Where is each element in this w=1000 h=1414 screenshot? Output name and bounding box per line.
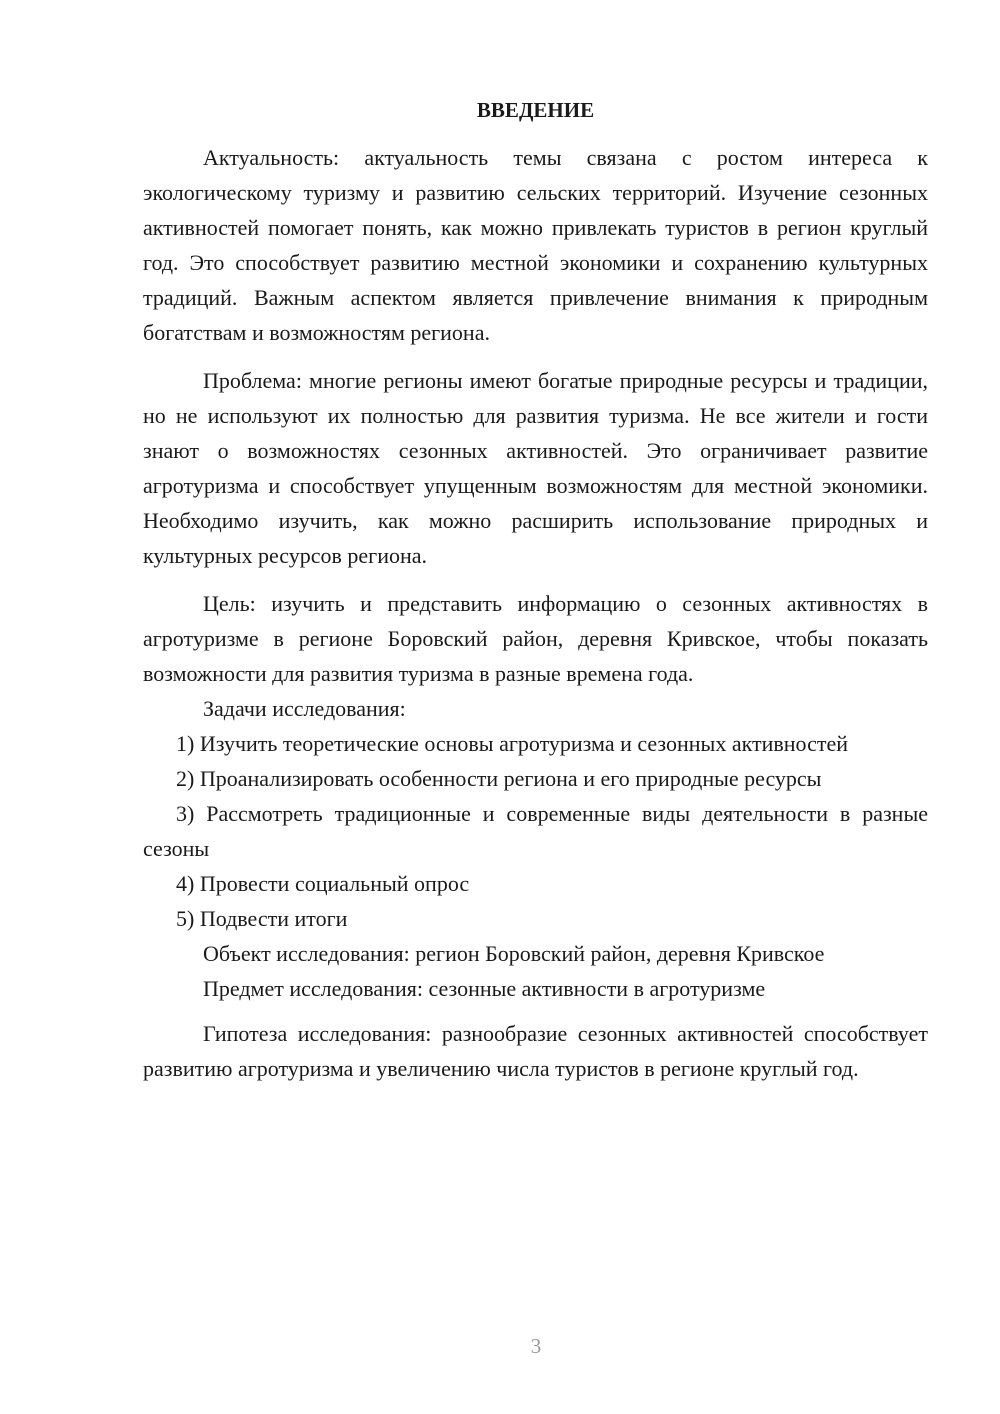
document-body	[143, 95, 928, 1086]
subject-paragraph: Предмет исследования: сезонные активности в агротуризме	[203, 976, 766, 1001]
task-item: 1) Изучить теоретические основы агротуризма и сезонных активностей	[176, 731, 848, 756]
goal-paragraph: Цель: изучить и представить информацию о сезонных активностях в агротуризме в регионе Боровский район, деревня Кривское, чтобы показать возможности для развития туризма в разные времена года.	[143, 591, 928, 686]
problem-paragraph: Проблема: многие регионы имеют богатые природные ресурсы и традиции, но не используют их полностью для развития туризма. Не все жители и гости знают о возможностях сезонных активностей. Это ограничивает развитие агротуризма и способствует упущенным возможностям для местной экономики. Необходимо изучить, как можно расширить использование природных и культурных ресурсов региона.	[143, 368, 928, 568]
task-item: 3) Рассмотреть традиционные и современные виды деятельности в разные сезоны	[143, 801, 928, 861]
page-title: ВВЕДЕНИЕ	[476, 98, 595, 122]
task-item: 4) Провести социальный опрос	[176, 871, 470, 896]
object-paragraph: Объект исследования: регион Боровский район, деревня Кривское	[203, 941, 825, 966]
relevance-paragraph: Актуальность: актуальность темы связана с ростом интереса к экологическому туризму и развитию сельских территорий. Изучение сезонных активностей помогает понять, как можно привлекать туристов в регион круглый год. Это способствует развитию местной экономики и сохранению культурных традиций. Важным аспектом является привлечение внимания к природным богатствам и возможностям региона.	[143, 145, 928, 345]
task-item: 5) Подвести итоги	[176, 906, 348, 931]
page-number: 3	[530, 1334, 542, 1358]
hypothesis-paragraph: Гипотеза исследования: разнообразие сезонных активностей способствует развитию агротуризма и увеличению числа туристов в регионе круглый год.	[143, 1021, 928, 1081]
task-item: 2) Проанализировать особенности региона и его природные ресурсы	[176, 766, 822, 791]
tasks-heading: Задачи исследования:	[203, 696, 406, 721]
